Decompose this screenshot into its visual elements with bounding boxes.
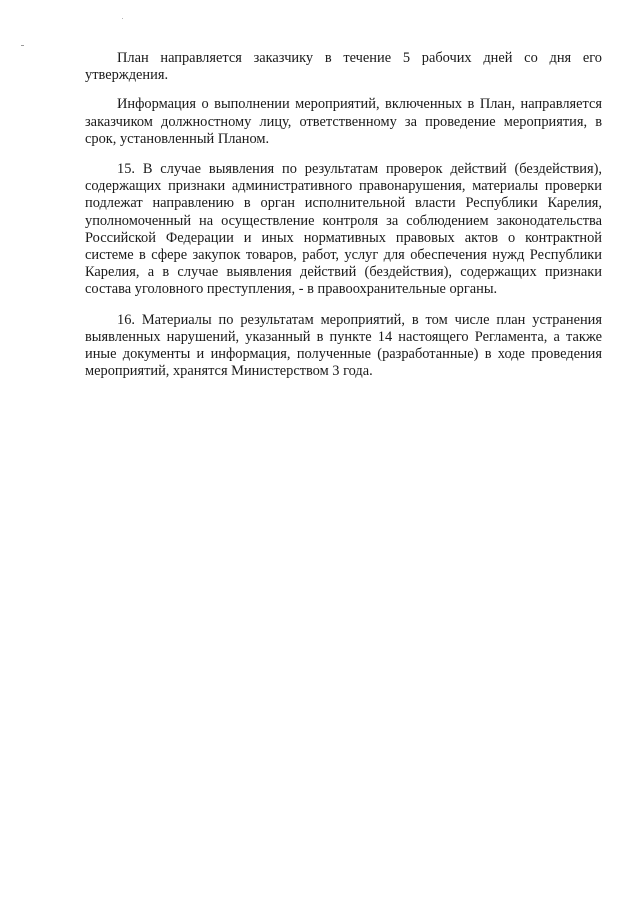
paragraph-plan-info: Информация о выполнении мероприятий, включенных в План, направляется заказчиком должностному лицу, ответственному за проведение мероприятия, в срок, установленный Планом. — [85, 96, 602, 147]
document-body — [85, 50, 602, 393]
scan-mark — [21, 45, 24, 46]
paragraph-item-15: 15. В случае выявления по результатам проверок действий (бездействия), содержащих признаки административного правонарушения, материалы проверки подлежат направлению в орган исполнительной власти Республики Карелия, уполномоченный на осуществление контроля за соблюдением законодательства Российской Федерации и иных нормативных правовых актов о контрактной системе в сфере закупок товаров, работ, услуг для обеспечения нужд Республики Карелия, а в случае выявления действий (бездействия), содержащих признаки состава уголовного преступления, - в правоохранительные органы. — [85, 161, 602, 298]
scan-mark — [122, 18, 123, 19]
paragraph-item-16: 16. Материалы по результатам мероприятий, в том числе план устранения выявленных нарушений, указанный в пункте 14 настоящего Регламента, а также иные документы и информация, полученные (разработанные) в ходе проведения мероприятий, хранятся Министерством 3 года. — [85, 311, 602, 380]
paragraph-plan-sent: План направляется заказчику в течение 5 рабочих дней со дня его утверждения. — [85, 50, 602, 84]
